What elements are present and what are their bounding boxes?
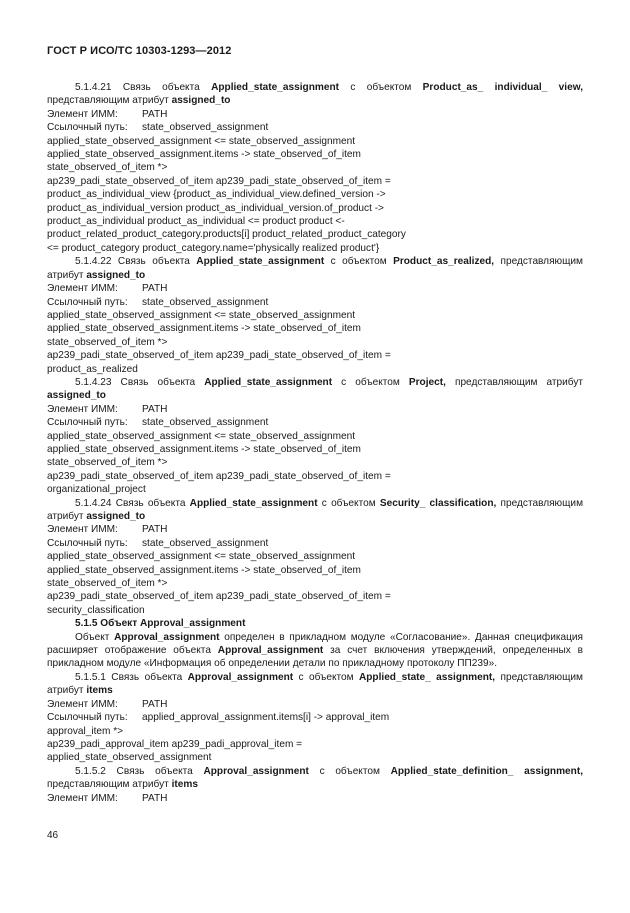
- ref-path-line: applied_state_observed_assignment <= state_observed_assignment: [47, 309, 356, 321]
- ref-path-line: product_as_individual_version product_as_individual_version.of_product ->: [47, 202, 384, 214]
- section-5-1-5-2-heading: 5.1.5.2 Связь объекта Approval_assignment с объектом Applied_state_definition_ assignment, представляющим атрибут items: [47, 765, 583, 791]
- section-5-1-5-paragraph: Объект Approval_assignment определен в прикладном модуле «Согласование». Данная спецификация расширяет отображение объекта Approval_assignment за счет включения утверждений, определенных в прикладном модуле «Информация об определении детали по прикладному протоколу ПП239».: [47, 631, 583, 670]
- ref-path-line: applied_state_observed_assignment.items -> state_observed_of_item: [47, 443, 361, 455]
- ref-path-line: applied_state_observed_assignment.items -> state_observed_of_item: [47, 564, 361, 576]
- ref-path-line: applied_state_observed_assignment.items -> state_observed_of_item: [47, 149, 361, 161]
- section-5-1-4-23-heading: 5.1.4.23 Связь объекта Applied_state_assignment с объектом Project, представляющим атрибут assigned_to: [47, 376, 584, 402]
- element-row: Элемент ИММ: PATH: [47, 524, 168, 536]
- section-5-1-4-24-heading: 5.1.4.24 Связь объекта Applied_state_assignment с объектом Security_ classification, представляющим атрибут assigned_to: [47, 497, 584, 522]
- ref-path-row: Ссылочный путь: state_observed_assignment: [47, 417, 269, 429]
- ref-path-line: security_classification: [47, 604, 145, 616]
- section-5-1-4-22-heading: 5.1.4.22 Связь объекта Applied_state_assignment с объектом Product_as_realized, представляющим атрибут assigned_to: [47, 256, 583, 281]
- document-header: ГОСТ Р ИСО/ТС 10303-1293—2012: [47, 45, 232, 57]
- element-row: Элемент ИММ: PATH: [47, 698, 168, 710]
- element-row: Элемент ИММ: PATH: [47, 283, 168, 295]
- ref-path-line: product_related_product_category.products[i] product_related_product_category: [47, 229, 406, 241]
- ref-path-line: ap239_padi_state_observed_of_item ap239_padi_state_observed_of_item =: [47, 591, 391, 603]
- ref-path-row: Ссылочный путь: state_observed_assignment: [47, 296, 269, 308]
- section-5-1-5-heading: 5.1.5 Объект Approval_assignment: [75, 618, 246, 630]
- ref-path-line: approval_item *>: [47, 725, 124, 737]
- ref-path-line: organizational_project: [47, 484, 146, 496]
- page-number: 46: [47, 830, 59, 841]
- ref-path-line: applied_state_observed_assignment <= state_observed_assignment: [47, 135, 356, 147]
- ref-path-row: Ссылочный путь: applied_approval_assignment.items[i] -> approval_item: [47, 712, 390, 724]
- ref-path-line: product_as_realized: [47, 363, 138, 375]
- ref-path-line: <= product_category product_category.name='physically realized product'}: [47, 242, 380, 254]
- ref-path-line: applied_state_observed_assignment: [47, 752, 212, 764]
- ref-path-line: product_as_individual_view {product_as_individual_view.defined_version ->: [47, 189, 386, 201]
- ref-path-line: state_observed_of_item *>: [47, 162, 168, 174]
- ref-path-line: ap239_padi_approval_item ap239_padi_approval_item =: [47, 738, 303, 750]
- ref-path-line: applied_state_observed_assignment.items -> state_observed_of_item: [47, 323, 361, 335]
- element-row: Элемент ИММ: PATH: [47, 792, 168, 804]
- section-5-1-5-1-heading: 5.1.5.1 Связь объекта Approval_assignment с объектом Applied_state_ assignment, представляющим атрибут items: [47, 671, 583, 697]
- ref-path-line: state_observed_of_item *>: [47, 457, 168, 469]
- ref-path-line: ap239_padi_state_observed_of_item ap239_padi_state_observed_of_item =: [47, 175, 391, 187]
- ref-path-line: state_observed_of_item *>: [47, 578, 168, 590]
- ref-path-row: Ссылочный путь: state_observed_assignment: [47, 537, 269, 549]
- ref-path-line: applied_state_observed_assignment <= state_observed_assignment: [47, 551, 356, 563]
- ref-path-line: ap239_padi_state_observed_of_item ap239_padi_state_observed_of_item =: [47, 470, 391, 482]
- section-5-1-4-21-heading: 5.1.4.21 Связь объекта Applied_state_assignment с объектом Product_as_ individual_ view, представляющим атрибут assigned_to: [47, 82, 583, 107]
- element-row: Элемент ИММ: PATH: [47, 108, 168, 120]
- ref-path-row: Ссылочный путь: state_observed_assignment: [47, 122, 269, 134]
- document-body: [47, 81, 583, 805]
- ref-path-line: state_observed_of_item *>: [47, 336, 168, 348]
- ref-path-line: product_as_individual product_as_individual <= product product <-: [47, 216, 345, 228]
- ref-path-line: ap239_padi_state_observed_of_item ap239_padi_state_observed_of_item =: [47, 350, 391, 362]
- ref-path-line: applied_state_observed_assignment <= state_observed_assignment: [47, 430, 356, 442]
- element-row: Элемент ИММ: PATH: [47, 403, 168, 415]
